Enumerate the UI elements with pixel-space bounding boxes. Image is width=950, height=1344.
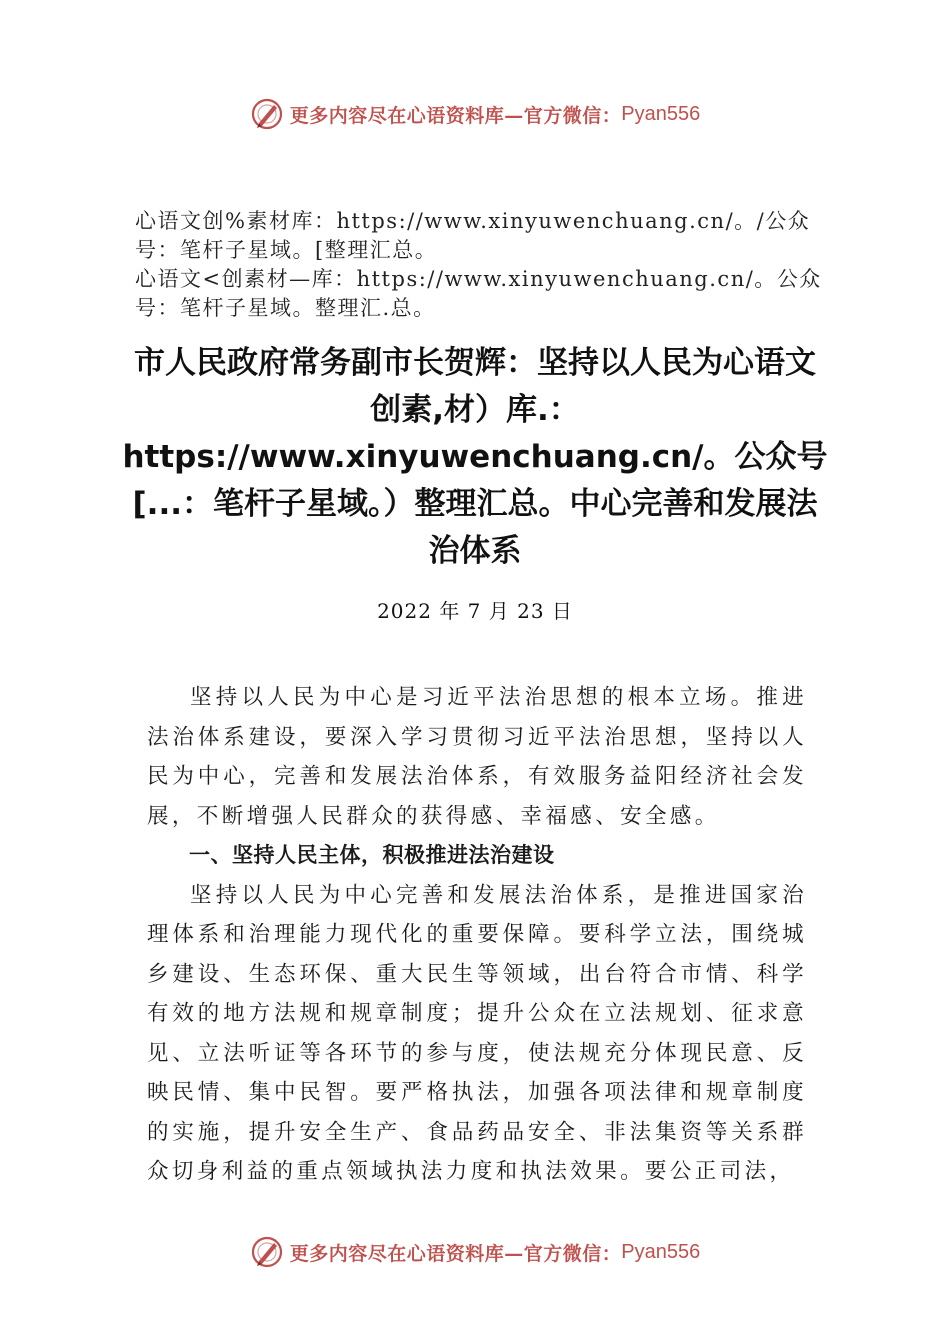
source-notes [135,207,840,323]
paragraph: 坚持以人民为中心是习近平法治思想的根本立场。推进法治体系建设，要深入学习贯彻习近平法治思想，坚持以人民为中心，完善和发展法治体系，有效服务益阳经济社会发展，不断增强人民群众的获得感、幸福感、安全感。 [147,685,807,829]
source-note: 心语文<创素材—库：https://www.xinyuwenchuang.cn/。公众号：笔杆子星域。整理汇.总。 [135,267,822,320]
section-heading: 一、坚持人民主体，积极推进法治建设 [189,843,555,867]
source-note: 心语文创%素材库：https://www.xinyuwenchuang.cn/。/公众号：笔杆子星域。[整理汇总。 [135,209,811,262]
pen-logo-icon [250,97,284,131]
footer-banner [0,1230,950,1274]
pen-logo-icon [250,1235,284,1269]
banner-text: 更多内容尽在心语资料库—官方微信： [289,1242,622,1265]
banner-text: 更多内容尽在心语资料库—官方微信： [289,104,622,127]
wechat-id: Pyan556 [621,102,701,125]
page-title: 市人民政府常务副市长贺辉：坚持以人民为心语文创素,材）库.：https://www.xinyuwenchuang.cn/。公众号[...：笔杆子星域。）整理汇总。中心完善和发展法治体系 [122,345,828,569]
publish-date: 2022 年 7 月 23 日 [377,599,573,623]
header-banner [0,92,950,136]
paragraph: 坚持以人民为中心完善和发展法治体系，是推进国家治理体系和治理能力现代化的重要保障。要科学立法，围绕城乡建设、生态环保、重大民生等领域，出台符合市情、科学有效的地方法规和规章制度；提升公众在立法规划、征求意见、立法听证等各环节的参与度，使法规充分体现民意、反映民情、集中民智。要严格执法，加强各项法律和规章制度的实施，提升安全生产、食品药品安全、非法集资等关系群众切身利益的重点领域执法力度和执法效果。要公正司法， [147,882,807,1184]
wechat-id: Pyan556 [621,1240,701,1263]
article-body [147,678,807,1192]
